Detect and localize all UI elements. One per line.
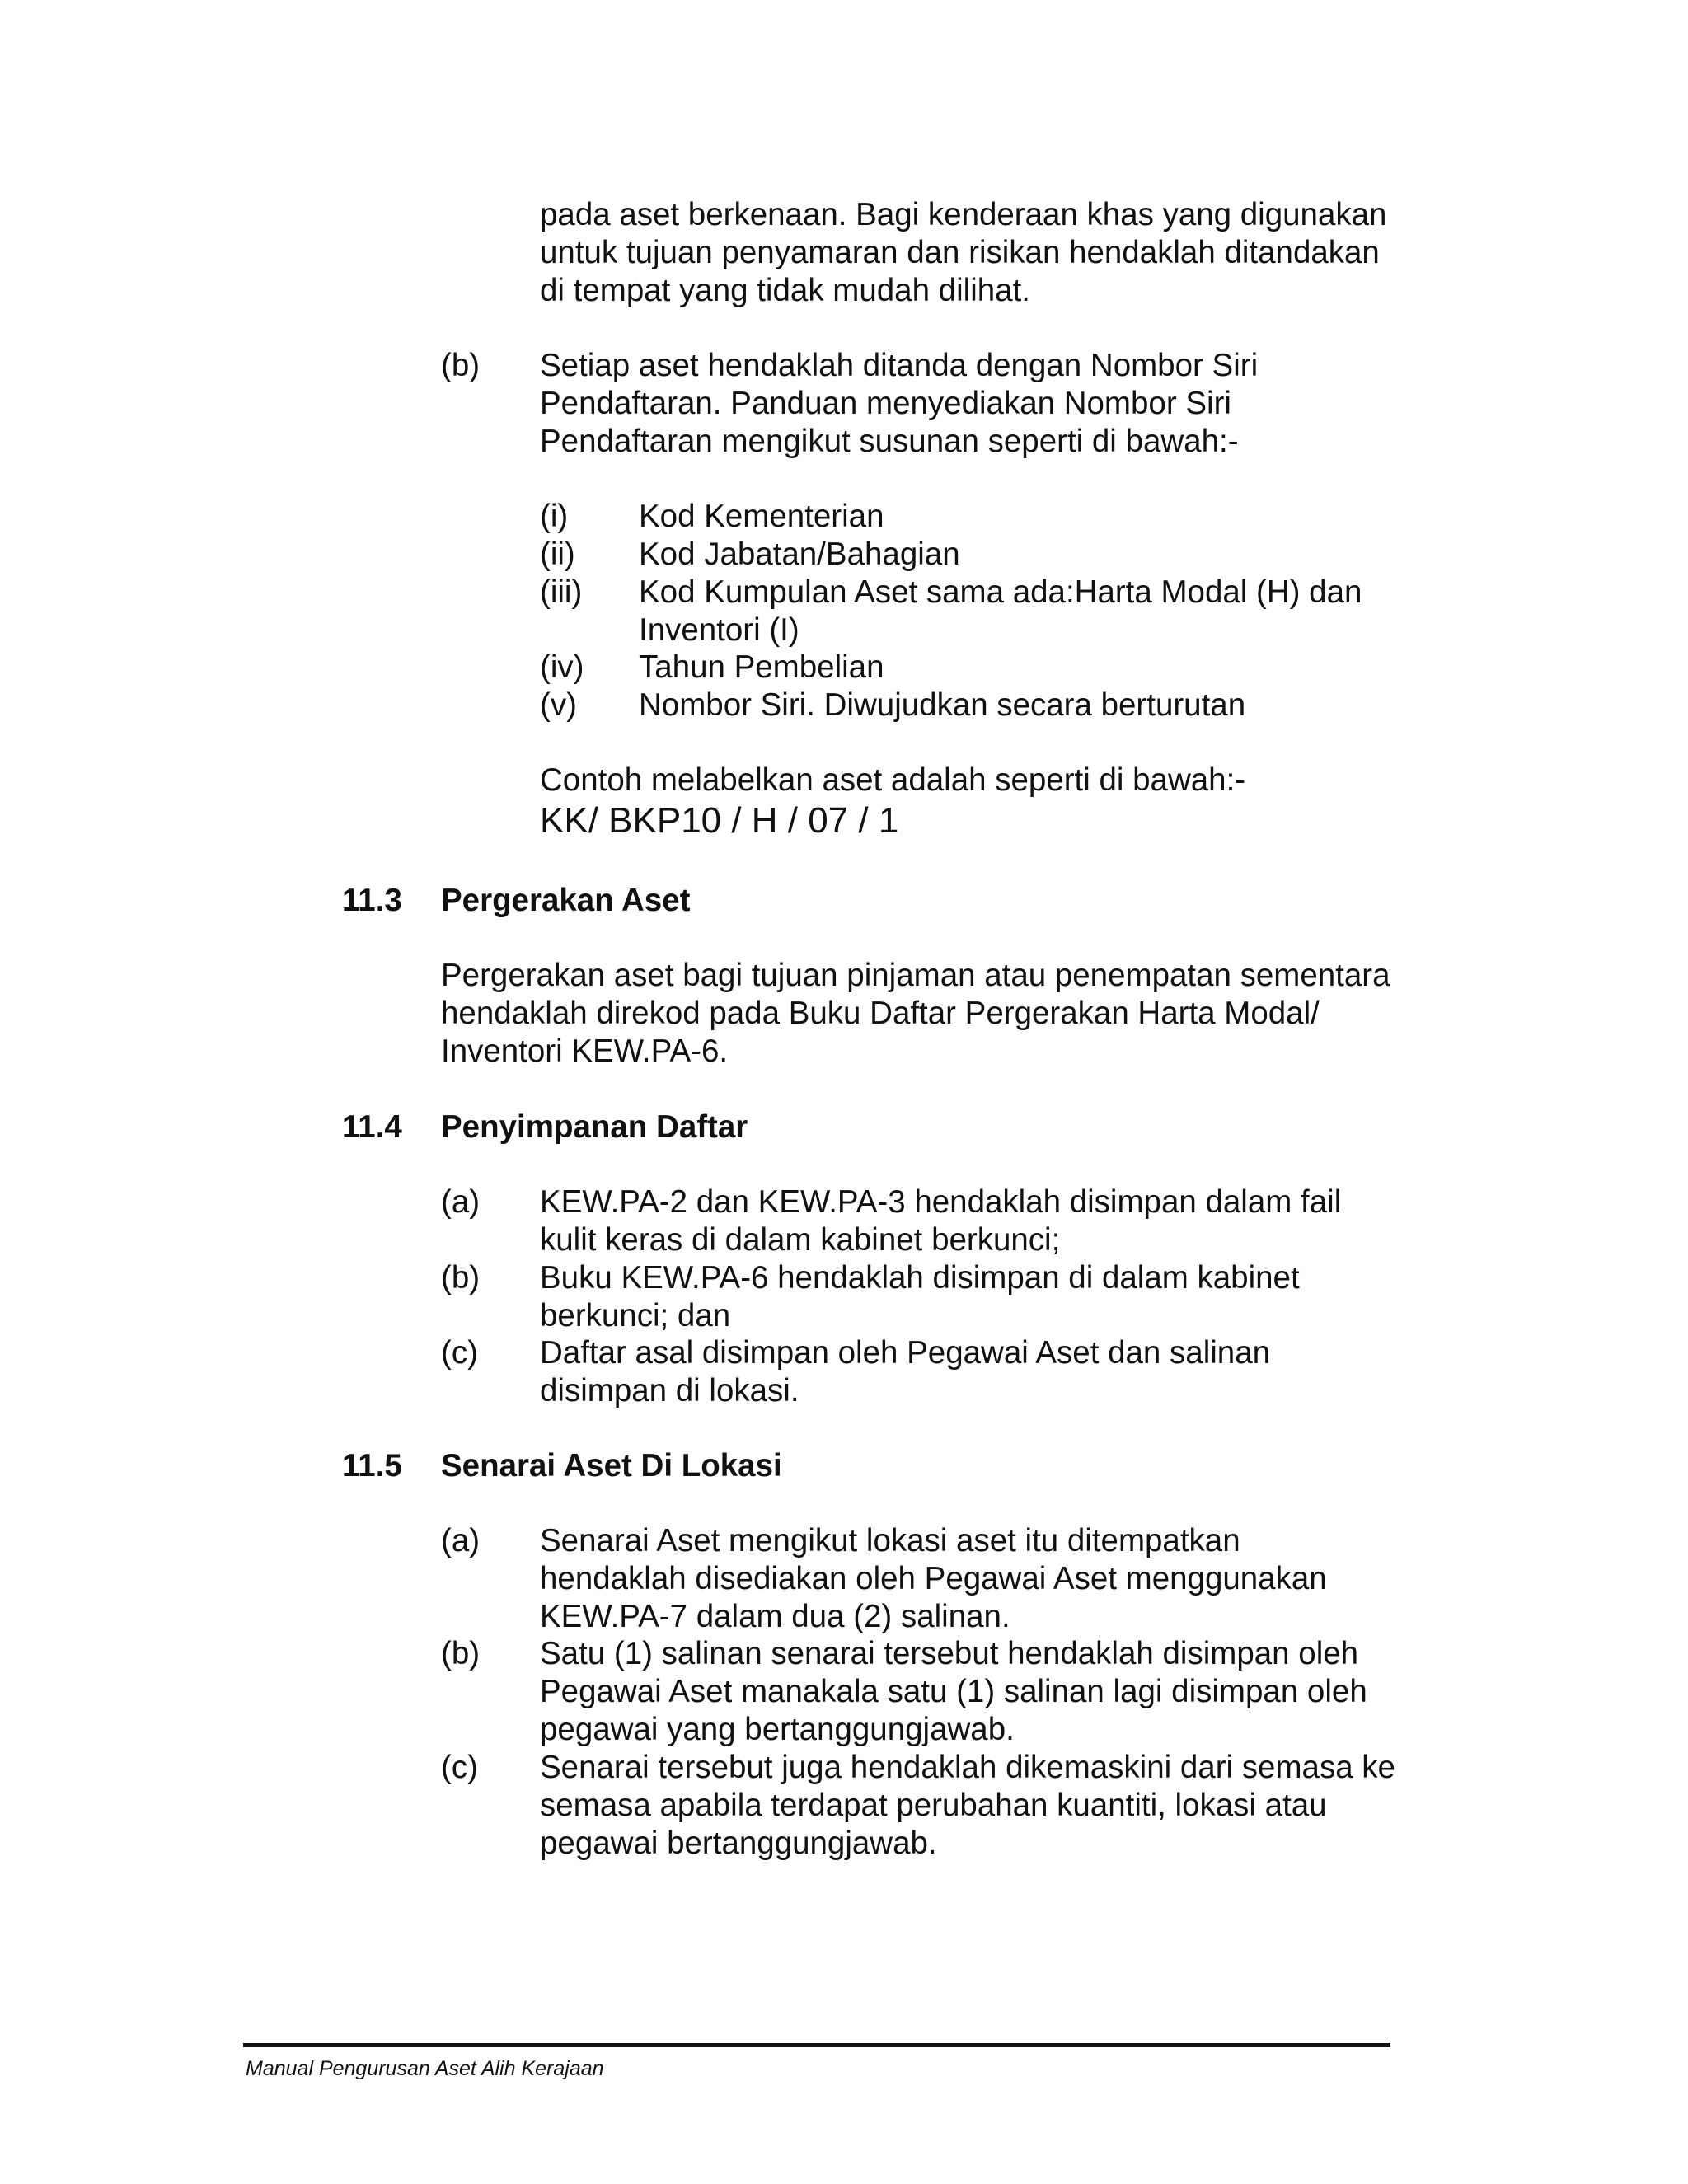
list-item-text: disimpan di lokasi. [540, 1373, 799, 1408]
subitem-text: Tahun Pembelian [639, 649, 884, 685]
section-11-3-line-2: hendaklah direkod pada Buku Daftar Pergerakan Harta Modal/ [441, 996, 1320, 1031]
continuation-line-1: pada aset berkenaan. Bagi kenderaan khas yang digunakan [540, 197, 1387, 232]
section-title: Penyimpanan Daftar [441, 1109, 748, 1145]
section-number: 11.3 [342, 883, 402, 918]
continuation-line-2: untuk tujuan penyamaran dan risikan hendaklah ditandakan [540, 235, 1380, 270]
section-number: 11.4 [342, 1109, 402, 1145]
subitem-text: Nombor Siri. Diwujudkan secara berturutan [639, 687, 1246, 723]
item-b-line-3: Pendaftaran mengikut susunan seperti di bawah:- [540, 424, 1239, 459]
footer-text: Manual Pengurusan Aset Alih Kerajaan [246, 2057, 604, 2080]
list-item-text: kulit keras di dalam kabinet berkunci; [540, 1222, 1061, 1258]
subitem-text: Kod Jabatan/Bahagian [639, 537, 960, 572]
list-item-label: (c) [441, 1335, 478, 1371]
section-number: 11.5 [342, 1448, 402, 1483]
list-item-label: (b) [441, 1260, 481, 1296]
subitem-text: Inventori (I) [639, 612, 799, 648]
section-11-3-line-1: Pergerakan aset bagi tujuan pinjaman atau penempatan sementara [441, 958, 1390, 993]
list-item-label: (c) [441, 1750, 478, 1785]
list-item-text: Buku KEW.PA-6 hendaklah disimpan di dalam kabinet [540, 1260, 1300, 1296]
list-item-text: Senarai Aset mengikut lokasi aset itu ditempatkan [540, 1523, 1240, 1558]
item-b-label: (b) [441, 348, 481, 383]
list-item-text: hendaklah disediakan oleh Pegawai Aset menggunakan [540, 1561, 1327, 1596]
subitem-label: (ii) [540, 537, 575, 572]
list-item-text: KEW.PA-7 dalam dua (2) salinan. [540, 1599, 1010, 1634]
list-item-text: KEW.PA-2 dan KEW.PA-3 hendaklah disimpan dalam fail [540, 1184, 1342, 1220]
continuation-line-3: di tempat yang tidak mudah dilihat. [540, 273, 1030, 308]
list-item-text: pegawai bertanggungjawab. [540, 1825, 937, 1861]
list-item-label: (a) [441, 1184, 481, 1220]
subitem-label: (i) [540, 499, 569, 534]
list-item-label: (a) [441, 1523, 481, 1558]
list-item-text: pegawai yang bertanggungjawab. [540, 1712, 1015, 1747]
list-item-text: semasa apabila terdapat perubahan kuantiti, lokasi atau [540, 1788, 1327, 1823]
list-item-text: Satu (1) salinan senarai tersebut hendaklah disimpan oleh [540, 1636, 1359, 1671]
subitem-label: (v) [540, 687, 577, 723]
footer-rule [243, 2043, 1390, 2047]
example-intro: Contoh melabelkan aset adalah seperti di bawah:- [540, 762, 1246, 798]
subitem-label: (iii) [540, 574, 583, 610]
list-item-text: Senarai tersebut juga hendaklah dikemaskini dari semasa ke [540, 1750, 1395, 1785]
list-item-text: Daftar asal disimpan oleh Pegawai Aset dan salinan [540, 1335, 1271, 1371]
list-item-text: Pegawai Aset manakala satu (1) salinan lagi disimpan oleh [540, 1674, 1367, 1709]
section-title: Pergerakan Aset [441, 883, 691, 918]
section-11-3-line-3: Inventori KEW.PA-6. [441, 1033, 729, 1069]
section-title: Senarai Aset Di Lokasi [441, 1448, 782, 1483]
subitem-text: Kod Kumpulan Aset sama ada:Harta Modal (H) dan [639, 574, 1362, 610]
item-b-line-2: Pendaftaran. Panduan menyediakan Nombor Siri [540, 386, 1231, 421]
list-item-text: berkunci; dan [540, 1298, 731, 1333]
subitem-text: Kod Kementerian [639, 499, 884, 534]
item-b-line-1: Setiap aset hendaklah ditanda dengan Nombor Siri [540, 348, 1259, 383]
subitem-label: (iv) [540, 649, 584, 685]
example-code: KK/ BKP10 / H / 07 / 1 [540, 800, 899, 841]
list-item-label: (b) [441, 1636, 481, 1671]
